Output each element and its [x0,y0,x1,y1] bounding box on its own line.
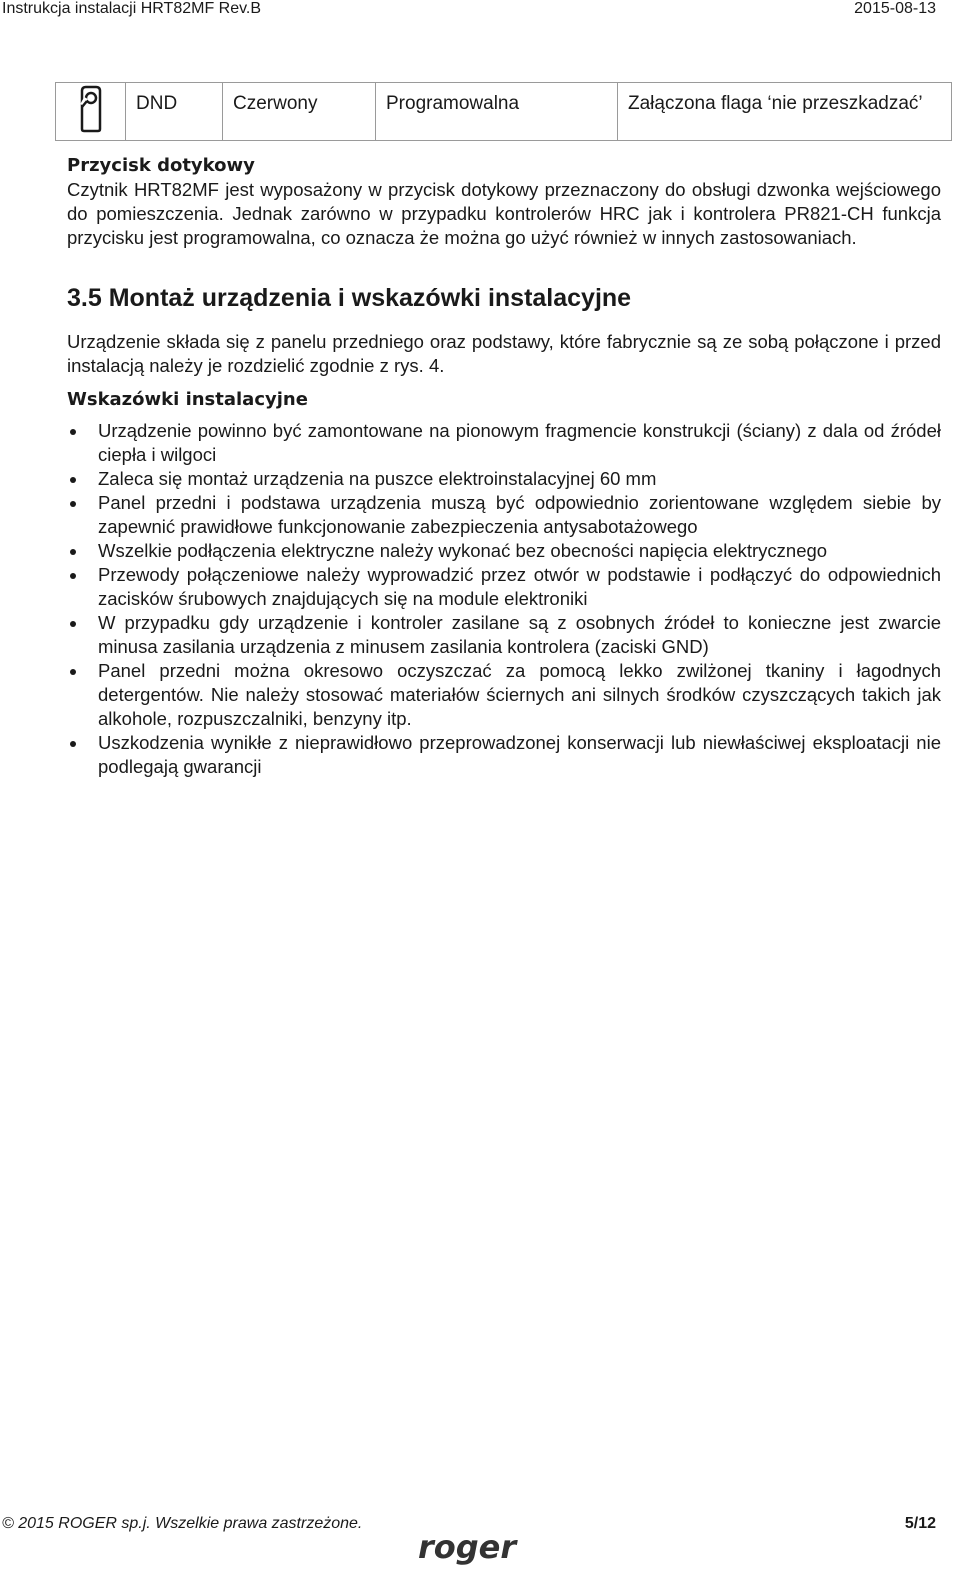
bullet-icon [70,741,76,747]
bullet-icon [70,669,76,675]
bullet-icon [70,429,76,435]
roger-logo: roger [418,1528,517,1566]
hints-title: Wskazówki instalacyjne [67,389,308,410]
dnd-indicator-table [55,82,952,141]
list-item: Wszelkie podłączenia elektryczne należy wykonać bez obecności napięcia elektrycznego [67,539,941,563]
dnd-description-cell: Załączona flaga ‘nie przeszkadzać’ [618,83,952,141]
footer-copyright: © 2015 ROGER sp.j. Wszelkie prawa zastrzeżone. [2,1515,363,1532]
touch-button-paragraph: Czytnik HRT82MF jest wyposażony w przycisk dotykowy przeznaczony do obsługi dzwonka wejściowego do pomieszczenia. Jednak zarówno w przypadku kontrolerów HRC jak i kontrolera PR821-CH funkcja przycisku jest programowalna, co oznacza że można go użyć również w innych zastosowaniach. [67,179,941,248]
bullet-icon [70,549,76,555]
dnd-color-cell: Czerwony [223,83,376,141]
door-hanger-icon [76,85,106,133]
icon-cell [56,83,126,141]
list-item: Uszkodzenia wynikłe z nieprawidłowo przeprowadzonej konserwacji lub niewłaściwej eksploatacji nie podlegają gwarancji [67,731,941,779]
list-item: Przewody połączeniowe należy wyprowadzić przez otwór w podstawie i podłączyć do odpowiednich zacisków śrubowych znajdujących się na module elektroniki [67,563,941,611]
footer-page-number: 5/12 [904,1515,936,1532]
bullet-icon [70,501,76,507]
dnd-mode-cell: Programowalna [376,83,618,141]
dnd-label-cell: DND [126,83,223,141]
list-item: Urządzenie powinno być zamontowane na pionowym fragmencie konstrukcji (ściany) z dala od źródeł ciepła i wilgoci [67,419,941,467]
header-date: 2015-08-13 [854,0,936,17]
list-item: Panel przedni i podstawa urządzenia muszą być odpowiednio zorientowane względem siebie by zapewnić prawidłowe funkcjonowanie zabezpieczenia antysabotażowego [67,491,941,539]
table-row [56,83,952,141]
bullet-icon [70,573,76,579]
hints-list [67,419,941,779]
section-paragraph: Urządzenie składa się z panelu przedniego oraz podstawy, które fabrycznie są ze sobą połączone i przed instalacją należy je rozdzielić zgodnie z rys. 4. [67,331,941,376]
section-heading: 3.5 Montaż urządzenia i wskazówki instalacyjne [67,284,632,312]
list-item: Panel przedni można okresowo oczyszczać za pomocą lekko zwilżonej tkaniny i łagodnych detergentów. Nie należy stosować materiałów ściernych ani silnych środków czyszczących takich jak alkohole, rozpuszczalniki, benzyny itp. [67,659,941,731]
touch-button-title: Przycisk dotykowy [67,155,255,176]
bullet-icon [70,621,76,627]
list-item: W przypadku gdy urządzenie i kontroler zasilane są z osobnych źródeł to konieczne jest zwarcie minusa zasilania urządzenia z minusem zasilania kontrolera (zaciski GND) [67,611,941,659]
bullet-icon [70,477,76,483]
list-item: Zaleca się montaż urządzenia na puszce elektroinstalacyjnej 60 mm [67,467,941,491]
header-doc-title: Instrukcja instalacji HRT82MF Rev.B [2,0,262,17]
